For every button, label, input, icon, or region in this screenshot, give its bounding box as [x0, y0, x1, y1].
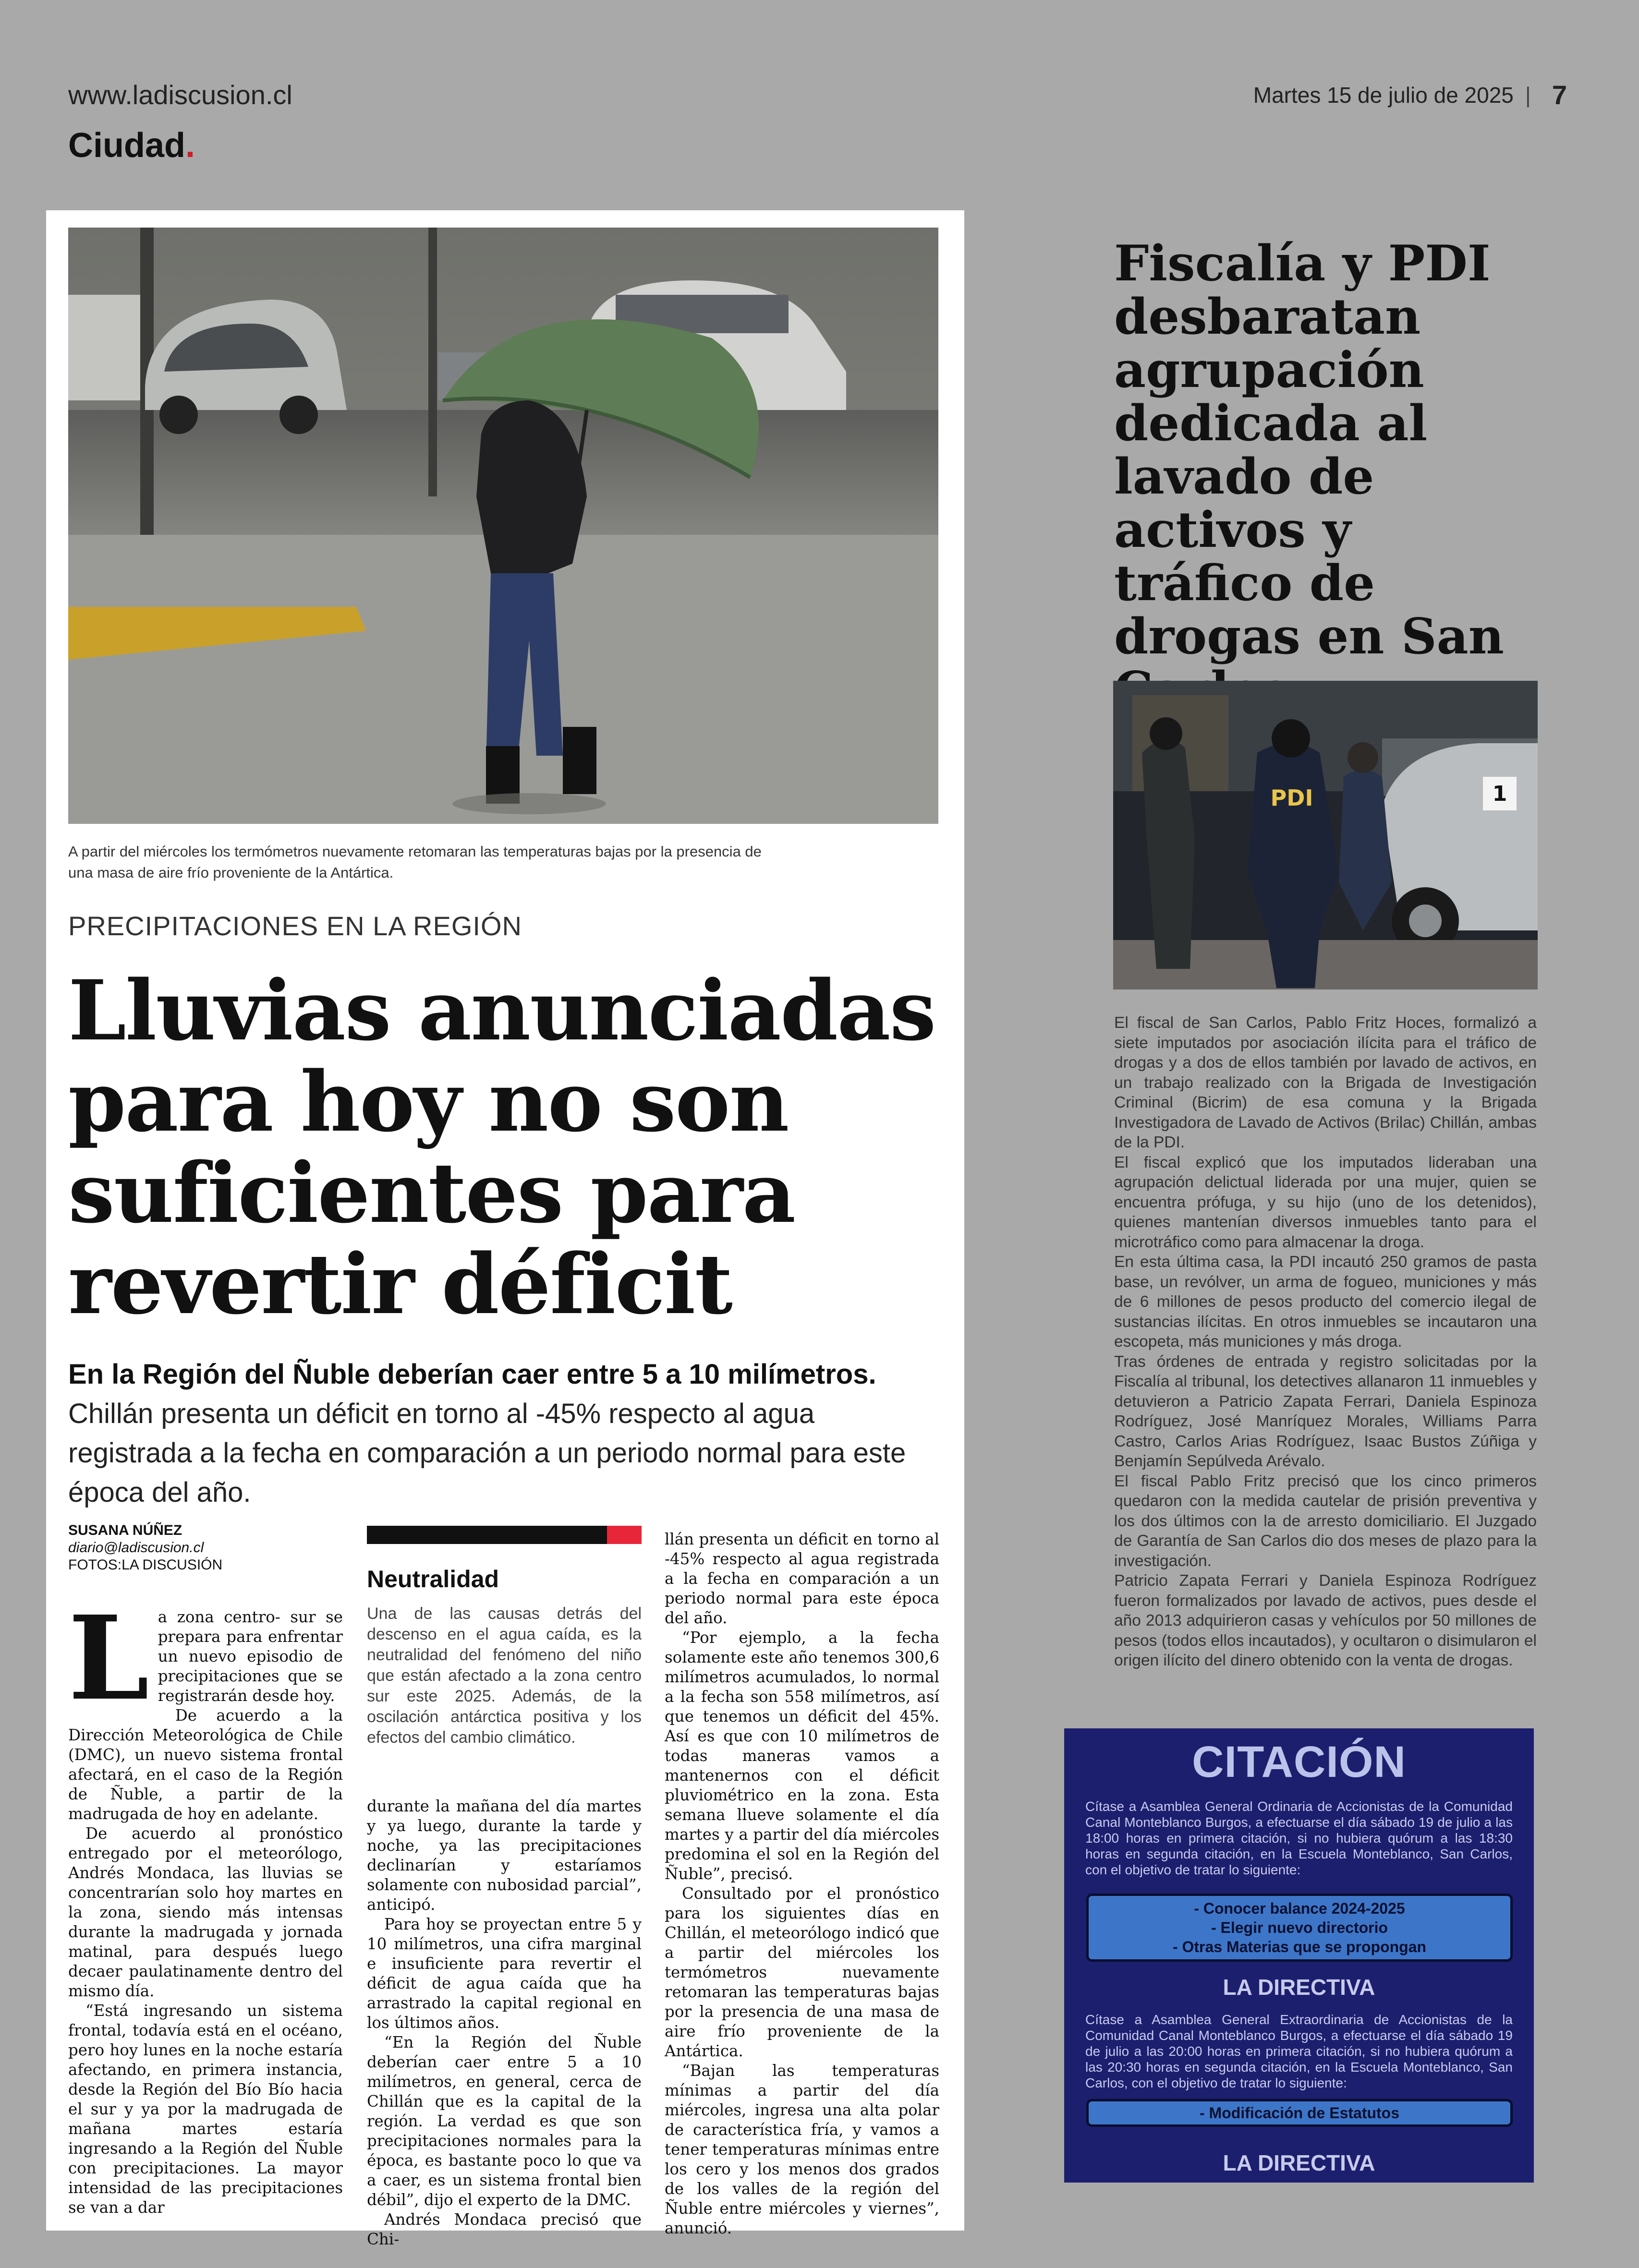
evidence-marker: 1	[1492, 782, 1507, 806]
section-label: Ciudad	[68, 126, 185, 165]
author-name: SUSANA NÚÑEZ	[68, 1522, 182, 1538]
photo-credit: FOTOS:LA DISCUSIÓN	[68, 1557, 223, 1573]
directiva-signature: LA DIRECTIVA	[1223, 2150, 1375, 2175]
citacion-notice-extraordinary: Cítase a Asamblea General Extraordinaria de Accionistas de la Comunidad Canal Monteblanco Burgos, a efectuarse el día sábado 19 de julio a las 20:00 horas en primera citación, si no hubiera quórum a las 20:30 horas en segunda citación, en la Escuela Monteblanco, San Carlos, con el objetivo de tratar lo siguiente:	[1085, 2012, 1513, 2090]
paragraph: El fiscal de San Carlos, Pablo Fritz Hoces, formalizó a siete imputados por asociación ilícita para el tráfico de drogas y a dos de ellos también por lavado de activos, en un trabajo realizado con la Brigada de Investigación Criminal (Bicrim) de esa comuna y la Brigada Investigadora de Lavado de Activos (Brilac) Chillán, ambas de la PDI.	[1114, 1014, 1537, 1151]
agenda-box-ordinary	[1086, 1894, 1513, 1962]
agenda-item: - Modificación de Estatutos	[1199, 2104, 1400, 2122]
side-article-body	[1114, 1013, 1537, 1671]
lead-bold: En la Región del Ñuble deberían caer entre 5 a 10 milímetros.	[68, 1359, 876, 1390]
article-column-2	[367, 1797, 642, 2249]
paragraph: En esta última casa, la PDI incautó 250 gramos de pasta base, un revólver, un arma de fogueo, municiones y más de 6 millones de pesos producto del comercio ilegal de sustancias ilícitas. En otros inmuebles se incautaron una escopeta, más municiones y más droga.	[1114, 1253, 1537, 1351]
box-rule	[367, 1526, 642, 1544]
rain-photo-illustration	[68, 228, 938, 824]
paragraph: a zona centro- sur se prepara para enfrentar un nuevo episodio de precipitaciones que se registrarán desde hoy.	[158, 1608, 343, 1705]
directiva-signature: LA DIRECTIVA	[1223, 1975, 1375, 2000]
box-title: Neutralidad	[367, 1566, 499, 1592]
box-rule-accent	[607, 1526, 642, 1544]
photo-caption: A partir del miércoles los termómetros nuevamente retomaran las temperaturas bajas por la presencia de una masa de aire frío proveniente de la Antártica.	[68, 843, 762, 881]
drop-cap: L	[68, 1591, 149, 1726]
date-separator: |	[1525, 82, 1531, 108]
agenda-box-extraordinary	[1086, 2099, 1513, 2127]
agenda-item: - Conocer balance 2024-2025	[1194, 1900, 1405, 1917]
article-column-3	[665, 1530, 939, 2238]
citacion-notice-ordinary: Cítase a Asamblea General Ordinaria de Accionistas de la Comunidad Canal Monteblanco Burgos, a efectuarse el día sábado 19 de julio a las 18:00 horas en primera citación, si no hubiera quórum a las 18:30 horas en segunda citación, en la Escuela Monteblanco, San Carlos, con el objetivo de tratar lo siguiente:	[1085, 1799, 1513, 1877]
lead-text: Chillán presenta un déficit en torno al -45% respecto al agua registrada a la fecha en comparación a un periodo normal para este época del año.	[68, 1398, 906, 1508]
agenda-item: - Otras Materias que se propongan	[1172, 1938, 1427, 1955]
section-name	[68, 126, 195, 165]
paragraph: Tras órdenes de entrada y registro solicitadas por la Fiscalía al tribunal, los detectives allanaron 11 inmuebles y detuvieron a Patricio Zapata Ferrari, Daniela Espinoza Rodríguez, José Manríquez Morales, Williams Parra Castro, Carlos Arias Rodríguez, Isaac Bustos Zúñiga y Benjamín Sepúlveda Arévalo.	[1114, 1352, 1537, 1470]
paragraph: llán presenta un déficit en torno al -45% respecto al agua registrada a la fecha en comparación a un periodo normal para este época del año.	[665, 1530, 939, 1627]
neutralidad-box	[367, 1526, 642, 1748]
paragraph: “En la Región del Ñuble deberían caer entre 5 a 10 milímetros, en general, cerca de Chillán que es la capital de la región. La verdad es que son precipitaciones normales para la época, es bastante poco lo que va a caer, es un sistema frontal bien débil”, dijo el experto de la DMC.	[367, 2033, 642, 2209]
paragraph: De acuerdo al pronóstico entregado por el meteorólogo, Andrés Mondaca, las lluvias se concentrarían solo hoy martes en la zona, siendo más intensas durante la madrugada y jornada matinal, para después luego decaer paulatinamente dentro del mismo día.	[68, 1824, 343, 2000]
article-column-1	[68, 1591, 343, 2218]
paragraph: El fiscal Pablo Fritz precisó que los cinco primeros quedaron con la medida cautelar de prisión preventiva y los dos últimos con la de arresto domiciliario. El Juzgado de Garantía de San Carlos dio dos meses de plazo para la investigación.	[1114, 1472, 1537, 1570]
page-number: 7	[1552, 80, 1567, 110]
paragraph: Consultado por el pronóstico para los siguientes días en Chillán, el meteorólogo indicó que a partir del miércoles los termómetros nuevamente retomaran las temperaturas bajas por la presencia de una masa de aire frío proveniente de la Antártica.	[665, 1884, 939, 2060]
side-headline: Fiscalía y PDI desbaratan agrupación dedicada al lavado de activos y tráfico de drogas en San	[1114, 235, 1504, 665]
paragraph: El fiscal explicó que los imputados lideraban una agrupación delictual liderada por una mujer, quien se encuentra prófuga, y su hijo (uno de los detenidos), quienes mantenían diversos inmuebles tanto para el microtráfico como para almacenar la droga.	[1114, 1153, 1537, 1251]
pdi-vest-label: PDI	[1270, 785, 1313, 811]
box-text: Una de las causas detrás del descenso en el agua caída, es la neutralidad del fenómeno del niño que están afectado a la zona centro sur este 2025. Además, de la oscilación antárctica positiva y los efectos del cambio climático.	[367, 1604, 642, 1747]
agenda-item: - Elegir nuevo directorio	[1211, 1919, 1388, 1936]
rain-photo	[68, 228, 938, 824]
byline	[68, 1522, 376, 1574]
paragraph: De acuerdo a la Dirección Meteorológica de Chile (DMC), un nuevo sistema frontal afectará, en el caso de la Región de Ñuble, a partir de la madrugada de hoy en adelante.	[68, 1706, 343, 1823]
paragraph: “Bajan las temperaturas mínimas a partir del día miércoles, ingresa una alta polar de característica fría, y vamos a tener temperaturas mínimas entre los cero y los menos dos grados de los valles de la región del Ñuble entre miércoles y viernes”, anunció.	[665, 2062, 939, 2237]
paragraph: “Por ejemplo, a la fecha solamente este año tenemos 300,6 milímetros acumulados, lo normal a la fecha son 558 milímetros, así que tenemos un déficit del 45%. Así es que con 10 milímetros de todas maneras vamos a mantenernos con el déficit pluviométrico en la zona. Esta semana llueve solamente el día martes y a partir del día miércoles predomina el sol en la Región del Ñuble”, precisó.	[665, 1629, 939, 1883]
author-email: diario@ladiscusion.cl	[68, 1540, 204, 1556]
section-dot: .	[185, 126, 195, 165]
paragraph: Para hoy se proyectan entre 5 y 10 milímetros, una cifra marginal e insuficiente para revertir el déficit de agua caída que ha arrastrado la capital regional en los últimos años.	[367, 1915, 642, 2032]
article-lead	[68, 1355, 933, 1512]
pdi-photo	[1113, 681, 1538, 989]
paragraph: “Está ingresando un sistema frontal, todavía está en el océano, pero hoy lunes en la noche estaría afectando, en primera instancia, desde la Región del Bío Bío hacia el sur y ya por la madrugada de mañana martes estaría ingresando a la Región del Ñuble con precipitaciones. La mayor intensidad de las precipitaciones se van a dar	[68, 2002, 343, 2217]
paragraph: Andrés Mondaca precisó que Chi-	[367, 2210, 642, 2248]
site-url: www.ladiscusion.cl	[68, 80, 292, 110]
dateline	[1253, 79, 1567, 110]
paragraph: Patricio Zapata Ferrari y Daniela Espinoza Rodríguez fueron formalizados por lavado de activos, pues desde el año 2013 adquirieron casas y vehículos por 50 millones de pesos (todos ellos incautados), y ocultaron o disimularon el origen ilícito del dinero obtenido con la venta de drogas.	[1114, 1572, 1537, 1669]
pdi-photo-illustration	[1113, 681, 1538, 989]
issue-date: Martes 15 de julio de 2025	[1253, 82, 1514, 108]
article-kicker: PRECIPITACIONES EN LA REGIÓN	[68, 911, 522, 941]
citacion-title: CITACIÓN	[1192, 1737, 1406, 1786]
paragraph: durante la mañana del día martes y ya luego, durante la tarde y noche, ya las precipitaciones declinarían y estaríamos solamente con nubosidad parcial”, anticipó.	[367, 1797, 642, 1914]
main-headline: Lluvias anunciadas para hoy no son suficientes para revertir déficit	[68, 962, 935, 1333]
